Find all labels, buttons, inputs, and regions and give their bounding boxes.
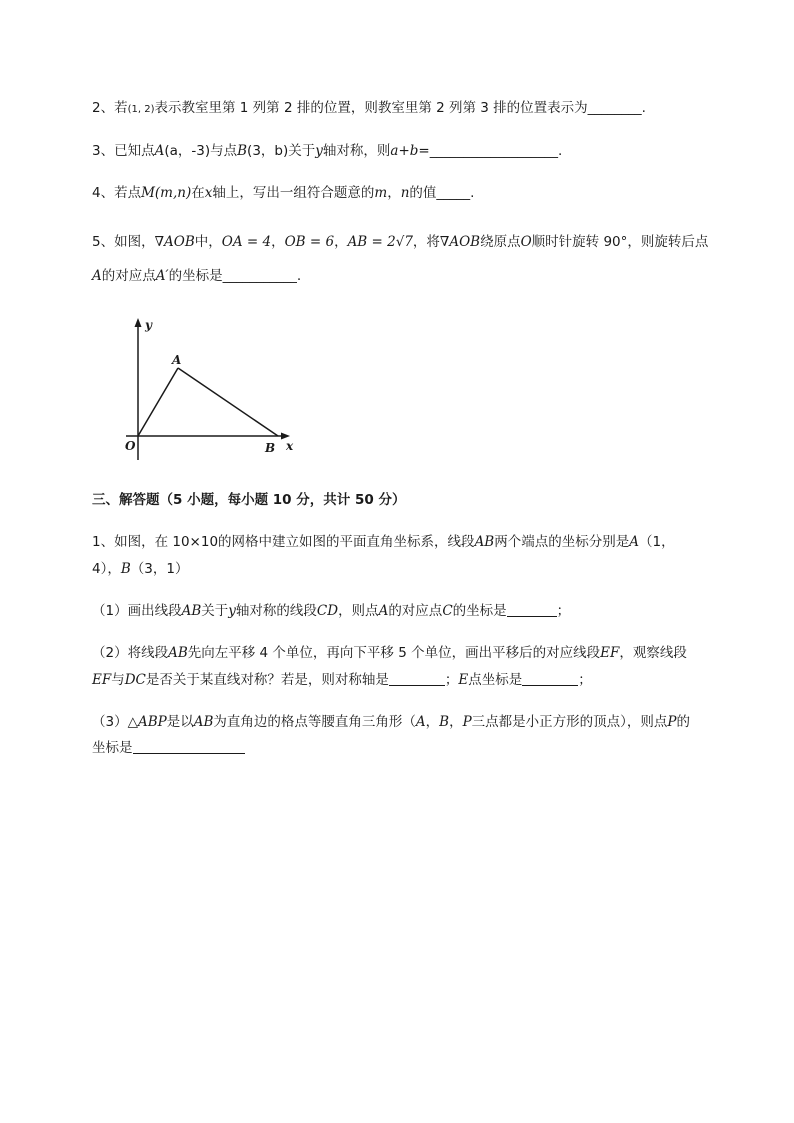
q5-ob: OB = 6 xyxy=(284,234,335,250)
p1-3-blank xyxy=(133,739,245,754)
problem-1-part-2-line-1 xyxy=(92,643,687,663)
question-3 xyxy=(92,141,562,161)
q3-apb: a+b xyxy=(390,143,419,159)
q2-number: 2、若 xyxy=(92,100,128,116)
p1-1-y: y xyxy=(228,603,236,619)
q3-end: . xyxy=(557,143,563,159)
q5-triangle-2: ∇AOB xyxy=(439,234,481,250)
p1-2-l1c: ，观察线段 xyxy=(619,645,687,661)
q5-text3: 绕原点 xyxy=(480,234,521,250)
q3-text2: 关于 xyxy=(288,143,316,159)
p1-3-l1a: （3） xyxy=(92,714,128,730)
problem-1-part-3-line-1 xyxy=(92,712,690,732)
p1-1-a: A xyxy=(378,603,389,619)
q3-number: 3、已知点 xyxy=(92,143,155,159)
p1-1-c: C xyxy=(442,603,453,619)
q2-blank: ________ xyxy=(587,100,642,116)
p1-2-dc: DC xyxy=(124,672,146,688)
origin-label: O xyxy=(125,439,136,453)
p1-text1: 1、如图，在 10×10的网格中建立如图的平面直角坐标系，线段 xyxy=(92,534,475,550)
question-2 xyxy=(92,98,646,120)
p1-1-end: ； xyxy=(556,603,571,619)
q4-comma: ， xyxy=(387,185,401,201)
triangle-svg xyxy=(112,312,312,462)
p1-2-blank-1 xyxy=(389,671,445,686)
p1-3-l1e: 的 xyxy=(676,714,691,730)
q5-blank: ___________ xyxy=(222,268,297,284)
q4-text3: 的值 xyxy=(409,185,437,201)
q4-text1: 在 xyxy=(191,185,205,201)
y-axis-arrow xyxy=(135,318,142,327)
p1-text2a: 4）， xyxy=(92,561,121,577)
q4-n: n xyxy=(400,185,410,201)
p1-1-t3: ，则点 xyxy=(338,603,379,619)
q3-a-coord: (a，-3) xyxy=(164,143,211,159)
p1-2-l1b: 先向左平移 4 个单位，再向下平移 5 个单位，画出平移后的对应线段 xyxy=(187,645,601,661)
p1-2-sep: ； xyxy=(444,672,459,688)
q5-text1: 中， xyxy=(194,234,222,250)
p1-2-ef: EF xyxy=(600,645,620,661)
problem-1-part-1 xyxy=(92,601,570,621)
p1-text1c: （1， xyxy=(638,534,675,550)
p1-2-end: ； xyxy=(578,672,592,688)
side-ab xyxy=(178,368,278,436)
section-3-title: 三、解答题（5 小题，每小题 10 分，共计 50 分） xyxy=(92,492,406,508)
q5-l2-text1: 的对应点 xyxy=(101,268,156,284)
p1-3-l2: 坐标是 xyxy=(92,740,133,756)
p1-1-prefix: （1）画出线段 xyxy=(92,603,182,619)
q3-mid: 与点 xyxy=(210,143,238,159)
q5-sep1: ， xyxy=(271,234,285,250)
q5-triangle: ∇AOB xyxy=(154,234,195,250)
q5-sep2: ， xyxy=(334,234,348,250)
p1-1-ab: AB xyxy=(181,603,202,619)
p1-ab: AB xyxy=(474,534,495,550)
p1-1-blank xyxy=(507,602,557,617)
question-4 xyxy=(92,183,474,203)
question-5-line-1 xyxy=(92,232,708,252)
p1-3-c1: ， xyxy=(425,714,440,730)
p1-2-ab: AB xyxy=(168,645,188,661)
problem-1-line-2 xyxy=(92,559,188,579)
problem-1-part-3-line-2 xyxy=(92,738,245,758)
p1-3-tri: △ABP xyxy=(127,714,167,730)
q2-text: 表示教室里第 1 列第 2 排的位置，则教室里第 2 列第 3 排的位置表示为 xyxy=(154,100,588,116)
q5-point-a: A xyxy=(92,268,102,284)
q5-point-a-prime: A′ xyxy=(155,268,169,284)
p1-2-blank-2 xyxy=(522,671,578,686)
q5-end: . xyxy=(296,268,302,284)
q3-text3: 轴对称，则 xyxy=(322,143,391,159)
q4-blank: _____ xyxy=(436,185,471,201)
q3-blank: ___________________ xyxy=(429,143,558,159)
q4-m: m xyxy=(374,185,388,201)
p1-3-ab: AB xyxy=(193,714,214,730)
p1-1-t2: 轴对称的线段 xyxy=(235,603,317,619)
x-axis-label: x xyxy=(286,439,294,453)
q3-y: y xyxy=(315,143,323,159)
q5-l2-text2: 的坐标是 xyxy=(168,268,223,284)
point-a-label: A xyxy=(172,353,182,367)
p1-1-t1: 关于 xyxy=(201,603,229,619)
p1-text1b: 两个端点的坐标分别是 xyxy=(494,534,630,550)
q5-origin: O xyxy=(520,234,532,250)
p1-2-ef2: EF xyxy=(92,672,112,688)
q2-end: . xyxy=(641,100,646,116)
p1-3-l1d: 三点都是小正方形的顶点），则点 xyxy=(471,714,668,730)
q5-number: 5、如图， xyxy=(92,234,155,250)
q4-number: 4、若点 xyxy=(92,185,142,201)
q5-oa: OA = 4 xyxy=(221,234,272,250)
p1-2-l2b: 是否关于某直线对称？若是，则对称轴是 xyxy=(145,672,389,688)
p1-a: A xyxy=(629,534,639,550)
y-axis-label: y xyxy=(145,318,152,332)
p1-3-b: B xyxy=(439,714,450,730)
p1-2-l2a: 与 xyxy=(111,672,125,688)
q5-text4: 顺时针旋转 90°，则旋转后点 xyxy=(531,234,709,250)
p1-2-l2c: 点坐标是 xyxy=(468,672,523,688)
p1-3-c2: ， xyxy=(449,714,463,730)
p1-text2b: （3，1） xyxy=(130,561,189,577)
q5-text2: ，将 xyxy=(412,234,440,250)
q2-coord: (1, 2) xyxy=(127,104,155,115)
p1-1-cd: CD xyxy=(316,603,339,619)
q4-text2: 轴上，写出一组符合题意的 xyxy=(212,185,375,201)
p1-2-l1a: （2）将线段 xyxy=(92,645,169,661)
p1-3-p: P xyxy=(462,714,472,730)
p1-2-e: E xyxy=(458,672,469,688)
p1-3-l1c: 为直角边的格点等腰直角三角形（ xyxy=(213,714,416,730)
p1-3-l1b: 是以 xyxy=(166,714,194,730)
q3-eq: = xyxy=(418,143,430,159)
q3-point-a: A xyxy=(154,143,165,159)
q4-point-m: M(m,n) xyxy=(141,185,192,201)
q3-b-coord: (3，b) xyxy=(247,143,289,159)
triangle-figure xyxy=(112,312,312,462)
problem-1-line-1 xyxy=(92,532,675,552)
question-5-line-2 xyxy=(92,266,301,286)
q3-point-b: B xyxy=(237,143,248,159)
problem-1-part-2-line-2 xyxy=(92,670,592,690)
p1-b: B xyxy=(120,561,131,577)
q4-end: . xyxy=(470,185,475,201)
q5-ab: AB = 2√7 xyxy=(347,234,413,250)
point-b-label: B xyxy=(265,441,276,455)
p1-3-a: A xyxy=(415,714,426,730)
p1-1-t5: 的坐标是 xyxy=(452,603,507,619)
p1-3-p2: P xyxy=(667,714,677,730)
side-oa xyxy=(138,368,178,436)
p1-1-t4: 的对应点 xyxy=(388,603,443,619)
q4-x: x xyxy=(204,185,213,201)
